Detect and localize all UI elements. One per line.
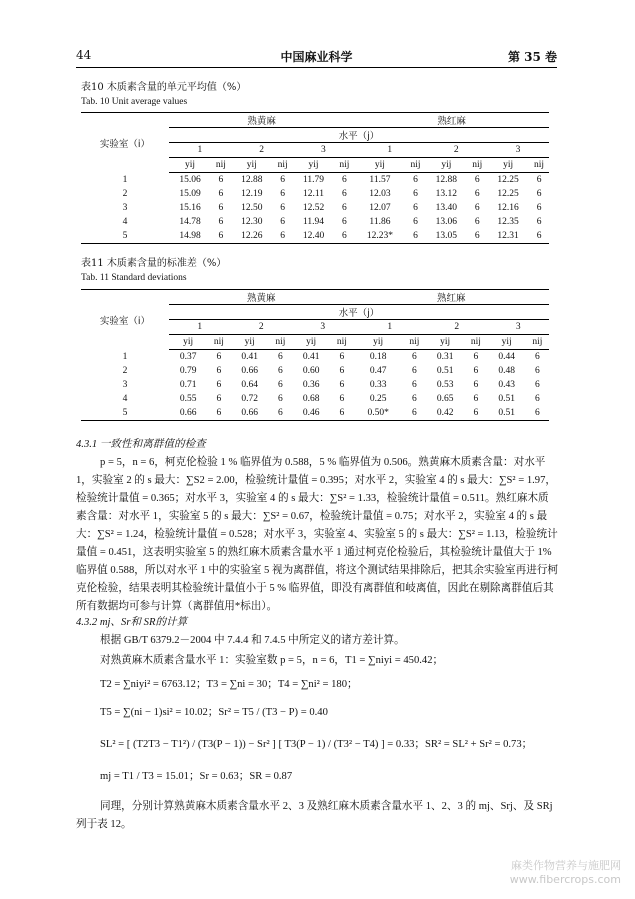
table-cell: 6 bbox=[403, 406, 426, 421]
section-432-heading: 4.3.2 mj、Sr和 SR的计算 bbox=[76, 617, 188, 628]
group-header: 熟红麻 bbox=[354, 113, 549, 128]
table-cell: 6 bbox=[536, 189, 542, 199]
column-label: yij bbox=[487, 158, 529, 173]
watermark-line-2: www.fibercrops.com bbox=[509, 873, 621, 886]
column-label: nij bbox=[406, 158, 426, 173]
table-cell: 6 bbox=[207, 406, 230, 421]
table-cell: 6 bbox=[342, 217, 347, 227]
table-cell: 0.68 bbox=[302, 394, 320, 404]
table-cell: 6 bbox=[342, 189, 347, 199]
table-cell: 6 bbox=[535, 380, 540, 390]
level-number: 3 bbox=[292, 320, 354, 335]
table-cell: 0.53 bbox=[436, 380, 454, 390]
table-cell: 6 bbox=[216, 394, 222, 404]
table-cell: 12.16 bbox=[497, 203, 519, 213]
table-row bbox=[81, 378, 549, 392]
table-cell: 6 bbox=[342, 203, 347, 213]
table-cell: 6 bbox=[406, 229, 426, 244]
table-cell: 0.51 bbox=[498, 394, 515, 404]
column-label: nij bbox=[467, 158, 487, 173]
table-row bbox=[81, 364, 549, 378]
table11-caption-en: Tab. 11 Standard deviations bbox=[81, 273, 187, 283]
table-cell: 11.79 bbox=[303, 175, 325, 185]
column-label: yij bbox=[354, 335, 403, 350]
formula-line-4: SL² = [ (T2T3 − T1²) / (T3(P − 1)) − Sr² ] [ T3(P − 1) / (T3² − T4) ] = 0.33；SR² = SL² + Sr² = 0.73； bbox=[100, 739, 533, 750]
table-cell: 0.55 bbox=[179, 394, 197, 404]
table-cell: 0.79 bbox=[179, 366, 197, 376]
table-cell: 11.57 bbox=[369, 175, 391, 185]
table10-caption-cn: 表10 木质素含量的单元平均值（%） bbox=[81, 82, 247, 93]
formula-line-2: T2 = ∑niyi² = 6763.12；T3 = ∑ni = 30；T4 = ∑ni² = 180； bbox=[100, 679, 358, 690]
formula-line-1: 对熟黄麻木质素含量水平 1：实验室数 p = 5，n = 6，T1 = ∑niyi = 450.42； bbox=[100, 655, 444, 666]
table-cell: 0.41 bbox=[302, 352, 320, 362]
table-cell: 12.31 bbox=[487, 229, 529, 244]
table-cell: 6 bbox=[211, 229, 231, 244]
table-cell: 0.36 bbox=[302, 380, 320, 390]
table-cell: 6 bbox=[278, 352, 283, 362]
table-cell: 6 bbox=[473, 380, 479, 390]
header-rule bbox=[76, 67, 557, 68]
column-label: yij bbox=[425, 158, 467, 173]
formula-line-3: T5 = ∑(ni − 1)si² = 10.02；Sr² = T5 / (T3 − P) = 0.40 bbox=[100, 707, 328, 718]
table-cell: 6 bbox=[535, 394, 540, 404]
level-header: 水平（j） bbox=[169, 128, 549, 143]
table-cell: 0.18 bbox=[369, 352, 387, 362]
table-cell: 6 bbox=[474, 203, 480, 213]
table-cell: 0.66 bbox=[169, 406, 207, 421]
table-cell: 6 bbox=[535, 352, 540, 362]
table-cell: 6 bbox=[412, 394, 417, 404]
lab-number: 4 bbox=[122, 394, 128, 404]
table-cell: 12.26 bbox=[231, 229, 273, 244]
column-label: yij bbox=[426, 335, 464, 350]
table-cell: 0.71 bbox=[179, 380, 197, 390]
table-cell: 12.50 bbox=[241, 203, 263, 213]
table-cell: 6 bbox=[536, 203, 542, 213]
section-431-heading: 4.3.1 一致性和离群值的检查 bbox=[76, 439, 206, 450]
header-row-groups bbox=[81, 290, 549, 305]
lab-header: 实验室（i） bbox=[81, 113, 169, 173]
table-cell: 12.30 bbox=[241, 217, 263, 227]
table-cell: 0.25 bbox=[369, 394, 387, 404]
table-cell: 0.33 bbox=[369, 380, 387, 390]
table-row bbox=[81, 187, 549, 201]
table-cell: 6 bbox=[473, 394, 479, 404]
lab-number: 4 bbox=[122, 217, 128, 227]
table-cell: 6 bbox=[464, 406, 487, 421]
table-cell: 6 bbox=[536, 175, 542, 185]
table-row bbox=[81, 173, 549, 188]
table-cell: 6 bbox=[339, 380, 345, 390]
group-header: 熟黄麻 bbox=[169, 113, 354, 128]
table-cell: 6 bbox=[216, 380, 222, 390]
table-cell: 6 bbox=[413, 203, 418, 213]
table-cell: 6 bbox=[474, 217, 480, 227]
table-cell: 0.43 bbox=[498, 380, 515, 390]
table-cell: 12.40 bbox=[293, 229, 335, 244]
lab-header: 实验室（i） bbox=[81, 290, 169, 350]
column-label: nij bbox=[335, 158, 355, 173]
page-number: 44 bbox=[76, 48, 92, 62]
table-cell: 15.16 bbox=[179, 203, 201, 213]
section-432-intro: 根据 GB/T 6379.2－2004 中 7.4.4 和 7.4.5 中所定义的诸方差计算。 bbox=[100, 635, 405, 646]
lab-number: 1 bbox=[122, 174, 128, 185]
level-number: 3 bbox=[487, 320, 549, 335]
table-cell: 12.07 bbox=[369, 203, 391, 213]
column-label: nij bbox=[526, 335, 549, 350]
column-label: yij bbox=[487, 335, 525, 350]
table-cell: 6 bbox=[216, 352, 222, 362]
table-cell: 15.06 bbox=[179, 175, 201, 185]
table-cell: 6 bbox=[280, 217, 286, 227]
volume-label: 第 35 卷 bbox=[507, 50, 557, 64]
table-cell: 11.94 bbox=[303, 217, 325, 227]
table-row bbox=[81, 215, 549, 229]
table-cell: 6 bbox=[526, 406, 549, 421]
table-cell: 6 bbox=[413, 217, 418, 227]
lab-number: 2 bbox=[122, 189, 128, 199]
table-cell: 6 bbox=[474, 175, 480, 185]
table-cell: 13.40 bbox=[435, 203, 458, 213]
journal-title: 中国麻业科学 bbox=[280, 50, 353, 64]
table-row bbox=[81, 350, 549, 365]
table-cell: 13.06 bbox=[435, 217, 458, 227]
table-cell: 12.52 bbox=[302, 203, 325, 213]
level-number: 2 bbox=[425, 143, 487, 158]
level-header: 水平（j） bbox=[169, 305, 549, 320]
table-cell: 6 bbox=[412, 380, 417, 390]
table-cell: 12.35 bbox=[497, 217, 519, 227]
column-label: yij bbox=[354, 158, 405, 173]
column-label: nij bbox=[269, 335, 292, 350]
table-cell: 12.25 bbox=[497, 175, 519, 185]
table-cell: 12.11 bbox=[303, 189, 325, 199]
table-row bbox=[81, 406, 549, 421]
level-number: 2 bbox=[426, 320, 488, 335]
table-cell: 6 bbox=[218, 175, 224, 185]
watermark bbox=[510, 859, 621, 887]
level-number: 1 bbox=[354, 143, 425, 158]
table-cell: 12.03 bbox=[369, 189, 391, 199]
table-cell: 0.47 bbox=[369, 366, 387, 376]
table-cell: 0.65 bbox=[436, 394, 454, 404]
table-cell: 0.46 bbox=[292, 406, 330, 421]
level-number: 1 bbox=[169, 143, 231, 158]
table-cell: 6 bbox=[529, 229, 549, 244]
table-row bbox=[81, 201, 549, 215]
table-cell: 0.31 bbox=[436, 352, 454, 362]
table-cell: 13.05 bbox=[425, 229, 467, 244]
column-label: nij bbox=[403, 335, 426, 350]
table-row bbox=[81, 392, 549, 406]
table-cell: 0.51 bbox=[436, 366, 454, 376]
level-number: 1 bbox=[354, 320, 426, 335]
table-cell: 6 bbox=[342, 175, 347, 185]
table-cell: 13.12 bbox=[435, 189, 458, 199]
table-cell: 6 bbox=[218, 217, 224, 227]
table-cell: 11.86 bbox=[369, 217, 391, 227]
lab-number: 2 bbox=[122, 366, 128, 376]
table-cell: 0.50* bbox=[354, 406, 403, 421]
table-cell: 6 bbox=[273, 229, 293, 244]
table-cell: 6 bbox=[467, 229, 487, 244]
table-cell: 6 bbox=[535, 366, 540, 376]
table-cell: 6 bbox=[218, 203, 224, 213]
column-label: yij bbox=[231, 158, 273, 173]
table-cell: 0.44 bbox=[498, 352, 515, 362]
table-cell: 12.88 bbox=[435, 175, 458, 185]
table-cell: 0.60 bbox=[302, 366, 320, 376]
lab-number: 3 bbox=[122, 380, 128, 390]
section-431 bbox=[76, 436, 558, 616]
lab-number: 3 bbox=[122, 203, 128, 213]
table-cell: 6 bbox=[269, 406, 292, 421]
column-label: yij bbox=[293, 158, 335, 173]
table-cell: 6 bbox=[339, 352, 345, 362]
table-cell: 0.41 bbox=[241, 352, 258, 362]
table-cell: 6 bbox=[280, 203, 286, 213]
column-label: nij bbox=[529, 158, 549, 173]
lab-number: 1 bbox=[122, 351, 128, 362]
table-cell: 6 bbox=[339, 366, 345, 376]
table-cell: 0.37 bbox=[179, 352, 197, 362]
lab-number: 5 bbox=[81, 229, 169, 244]
table-cell: 6 bbox=[473, 366, 479, 376]
lab-number: 5 bbox=[81, 406, 169, 421]
table-cell: 12.23* bbox=[354, 229, 405, 244]
column-label: yij bbox=[292, 335, 330, 350]
column-label: yij bbox=[231, 335, 269, 350]
table-cell: 0.64 bbox=[241, 380, 258, 390]
section-431-paragraph: p = 5，n = 6，柯克伦检验 1 % 临界值为 0.588，5 % 临界值为 0.506。熟黄麻木质素含量：对水平 1，实验室 2 的 s 最大：∑S2 = 2.00，检验统计量值 = 0.395；对水平 2，实验室 4 的 s 最大：∑S² = 1.97，检验统计量值 = 0.365；对水平 3，实验室 4 的 s 最大：∑S² = 1.33，检验统计量值 = 0.511。熟红麻木质素含量：对水平 1，实验室 5 的 s 最大：∑S² = 0.67，检验统计量值 = 0.75；对水平 2，实验室 4 的 s 最大：∑S² = 1.24，检验统计量值 = 0.528；对水平 3，实验室 4、实验室 5 的 s 最大：∑S² = 1.13，检验统计量值 = 0.451，这表明实验室 5 的熟红麻木质素含量水平 1 通过柯克伦检验后，其检验统计量值大于 1% 临界值 0.588，所以对水平 1 中的实验室 5 视为离群值，将这个测试结果排除后，把其余实验室再进行柯克伦检验，结果表明其检验统计量值小于 5 % 临界值，即没有离群值和岐离值，因此在剔除离群值后其所有数据均可参与计算（离群值用*标出）。 bbox=[76, 457, 559, 612]
table-cell: 6 bbox=[278, 366, 283, 376]
column-label: nij bbox=[464, 335, 487, 350]
running-header bbox=[76, 48, 557, 64]
column-label: yij bbox=[169, 158, 211, 173]
table-cell: 6 bbox=[339, 394, 345, 404]
table-cell: 6 bbox=[412, 366, 417, 376]
table-cell: 12.25 bbox=[497, 189, 519, 199]
table11-caption-cn: 表11 木质素含量的标准差（%） bbox=[81, 258, 227, 269]
table-cell: 14.78 bbox=[179, 217, 201, 227]
table-cell: 14.98 bbox=[169, 229, 211, 244]
table-cell: 6 bbox=[536, 217, 542, 227]
section-432 bbox=[76, 614, 558, 834]
level-number: 2 bbox=[231, 320, 293, 335]
table-cell: 0.66 bbox=[241, 366, 258, 376]
table-cell: 12.88 bbox=[241, 175, 263, 185]
table-cell: 6 bbox=[335, 229, 355, 244]
table-cell: 6 bbox=[474, 189, 480, 199]
table-cell: 6 bbox=[330, 406, 353, 421]
header-row-groups bbox=[81, 113, 549, 128]
table-cell: 6 bbox=[280, 189, 286, 199]
level-number: 3 bbox=[487, 143, 549, 158]
table-cell: 0.72 bbox=[241, 394, 258, 404]
column-label: yij bbox=[169, 335, 207, 350]
table10-caption-en: Tab. 10 Unit average values bbox=[81, 97, 188, 107]
column-label: nij bbox=[207, 335, 230, 350]
table11 bbox=[81, 289, 549, 421]
column-label: nij bbox=[273, 158, 293, 173]
level-number: 1 bbox=[169, 320, 231, 335]
table-cell: 6 bbox=[280, 175, 286, 185]
group-header: 熟黄麻 bbox=[169, 290, 354, 305]
table-cell: 0.66 bbox=[231, 406, 269, 421]
table-cell: 6 bbox=[413, 189, 418, 199]
table-cell: 6 bbox=[278, 380, 283, 390]
watermark-line-1: 麻类作物营养与施肥网 bbox=[511, 859, 621, 872]
table-cell: 0.48 bbox=[498, 366, 515, 376]
table-cell: 6 bbox=[413, 175, 418, 185]
table-cell: 6 bbox=[412, 352, 417, 362]
table10 bbox=[81, 112, 549, 244]
level-number: 2 bbox=[231, 143, 293, 158]
column-label: nij bbox=[330, 335, 353, 350]
table-cell: 6 bbox=[218, 189, 224, 199]
table-row bbox=[81, 229, 549, 244]
table-cell: 6 bbox=[278, 394, 283, 404]
column-label: nij bbox=[211, 158, 231, 173]
group-header: 熟红麻 bbox=[354, 290, 550, 305]
table-cell: 12.19 bbox=[241, 189, 263, 199]
table-cell: 6 bbox=[473, 352, 479, 362]
formula-line-5: mj = T1 / T3 = 15.01；Sr = 0.63；SR = 0.87 bbox=[100, 771, 293, 782]
table-cell: 0.51 bbox=[487, 406, 525, 421]
table-cell: 15.09 bbox=[179, 189, 201, 199]
level-number: 3 bbox=[293, 143, 355, 158]
section-432-closing: 同理，分别计算熟黄麻木质素含量水平 2、3 及熟红麻木质素含量水平 1、2、3 的 mj、Srj、及 SRj 列于表 12。 bbox=[76, 801, 553, 830]
table-cell: 6 bbox=[216, 366, 222, 376]
table-cell: 0.42 bbox=[426, 406, 464, 421]
